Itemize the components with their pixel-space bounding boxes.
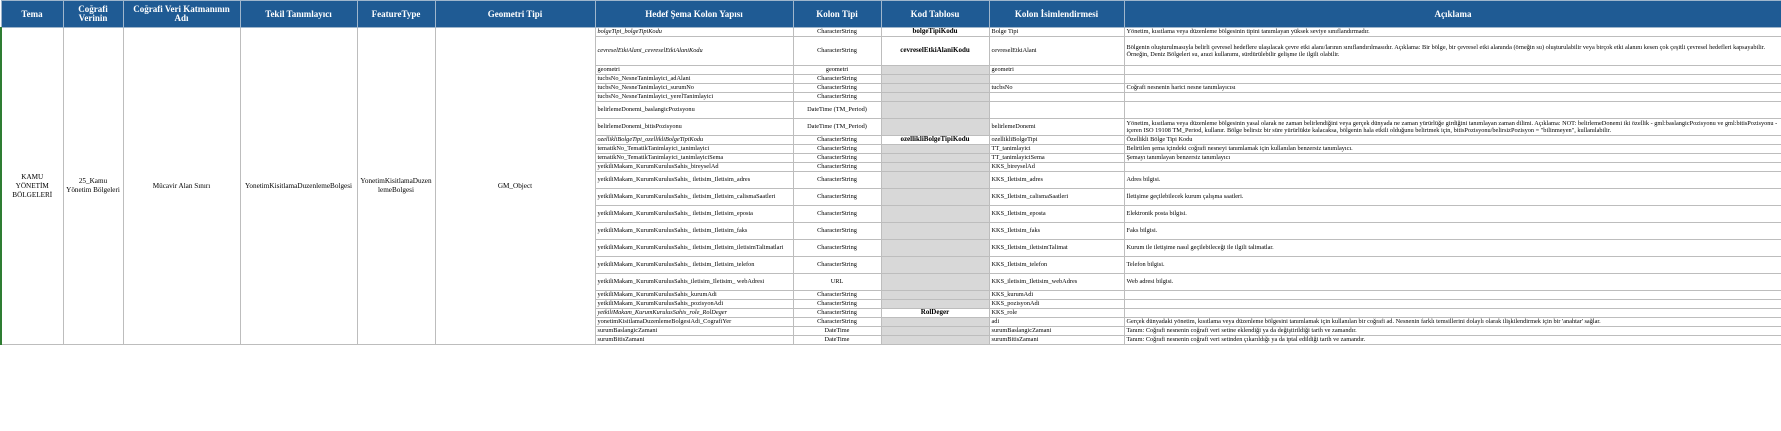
aciklama-cell[interactable]: Belirtilen şema içindeki coğrafi nesneyi tanımlamak için kullanılan benzersiz tanımlayıcı. [1124,145,1781,154]
hedef-cell[interactable]: surumBitisZamani [595,336,793,345]
kod-tablosu-cell[interactable] [881,291,989,300]
hedef-cell[interactable]: tematikNo_TematikTanimlayici_tanimlayici [595,145,793,154]
kod-tablosu-cell[interactable] [881,102,989,119]
kolon-isim-cell[interactable] [989,75,1124,84]
kolon-tipi-cell[interactable]: CharacterString [793,145,881,154]
aciklama-cell[interactable]: Özellikli Bölge Tipi Kodu [1124,136,1781,145]
hedef-cell[interactable]: tucbsNo_NesneTanimlayici_yerelTanimlayici [595,93,793,102]
aciklama-cell[interactable]: Tanım: Coğrafi nesnenin coğrafi veri setinden çıkarıldığı ya da iptal edildiği tarih ve zamandır. [1124,336,1781,345]
kod-tablosu-cell[interactable] [881,223,989,240]
kod-tablosu-cell[interactable] [881,336,989,345]
kolon-tipi-cell[interactable]: CharacterString [793,300,881,309]
kolon-tipi-cell[interactable]: CharacterString [793,309,881,318]
kod-tablosu-cell[interactable] [881,145,989,154]
hedef-cell[interactable]: cevreselEtkiAlani_cevreselEtkiAlaniKodu [595,37,793,66]
hedef-cell[interactable]: yetkiliMakam_KurumKurulusSahis_ iletisim_Iletisim_eposta [595,206,793,223]
hedef-cell[interactable]: yetkiliMakam_KurumKurulusSahis_iletisim_Iletisim_ webAdresi [595,274,793,291]
kolon-isim-cell[interactable]: ozellikliBolgeTipi [989,136,1124,145]
hedef-cell[interactable]: belirlemeDonemi_baslangicPozisyonu [595,102,793,119]
kolon-tipi-cell[interactable]: geometri [793,66,881,75]
aciklama-cell[interactable] [1124,300,1781,309]
kod-tablosu-cell[interactable] [881,318,989,327]
hedef-cell[interactable]: ozellikliBolgeTipi_ozellikliBolgeTipiKodu [595,136,793,145]
aciklama-cell[interactable] [1124,163,1781,172]
kod-tablosu-cell[interactable] [881,206,989,223]
kod-tablosu-cell[interactable]: bolgeTipiKodu [881,28,989,37]
kod-tablosu-cell[interactable] [881,163,989,172]
kolon-tipi-cell[interactable]: DateTime (TM_Period) [793,119,881,136]
kod-tablosu-cell[interactable] [881,327,989,336]
header-kolon-isim[interactable]: Kolon İsimlendirmesi [989,1,1124,28]
kolon-isim-cell[interactable]: surumBaslangicZamani [989,327,1124,336]
header-cografi-veri[interactable]: Coğrafi Verinin [63,1,123,28]
table-body [1,28,1781,345]
kolon-isim-cell[interactable]: surumBitisZamani [989,336,1124,345]
featuretype-cell[interactable]: YonetimKisitlamaDuzenlemeBolgesi [357,28,435,345]
tema-cell[interactable]: KAMU YÖNETİM BÖLGELERİ [1,28,63,345]
hedef-cell[interactable]: geometri [595,66,793,75]
kod-tablosu-cell[interactable]: ozellikliBolgeTipiKodu [881,136,989,145]
aciklama-cell[interactable]: Yönetim, kısıtlama veya düzenleme bölgesinin tipini tanımlayan yüksek seviye sınıflandırmadır. [1124,28,1781,37]
kolon-tipi-cell[interactable]: DateTime (TM_Period) [793,102,881,119]
kolon-isim-cell[interactable]: KKS_Iletisim_iletisimTalimat [989,240,1124,257]
table-row [1,28,1781,37]
kolon-tipi-cell[interactable]: CharacterString [793,240,881,257]
kolon-tipi-cell[interactable]: CharacterString [793,37,881,66]
hedef-cell[interactable]: tucbsNo_NesneTanimlayici_surumNo [595,84,793,93]
kolon-isim-cell[interactable]: belirlemeDonemi [989,119,1124,136]
geometri-cell[interactable]: GM_Object [435,28,595,345]
tekil-cell[interactable]: YonetimKisitlamaDuzenlemeBolgesi [240,28,357,345]
header-tekil[interactable]: Tekil Tanımlayıcı [240,1,357,28]
kod-tablosu-cell[interactable] [881,66,989,75]
kolon-isim-cell[interactable]: KKS_pozisyonAdi [989,300,1124,309]
kolon-isim-cell[interactable] [989,93,1124,102]
kolon-tipi-cell[interactable]: CharacterString [793,291,881,300]
kod-tablosu-cell[interactable] [881,189,989,206]
kolon-tipi-cell[interactable]: CharacterString [793,189,881,206]
kod-tablosu-cell[interactable] [881,172,989,189]
header-kod-tablosu[interactable]: Kod Tablosu [881,1,989,28]
kolon-tipi-cell[interactable]: CharacterString [793,163,881,172]
kolon-tipi-cell[interactable]: CharacterString [793,206,881,223]
hedef-cell[interactable]: yetkiliMakam_KurumKurulusSahis_ iletisim_Iletisim_faks [595,223,793,240]
kolon-tipi-cell[interactable]: CharacterString [793,93,881,102]
header-hedef[interactable]: Hedef Şema Kolon Yapısı [595,1,793,28]
kolon-isim-cell[interactable]: KKS_Iletisim_calismaSaatleri [989,189,1124,206]
header-tema[interactable]: Tema [1,1,63,28]
hedef-cell[interactable]: yonetimKisitlamaDuzenlemeBolgesiAdi_CografiYer [595,318,793,327]
kolon-isim-cell[interactable]: KKS_Iletisim_faks [989,223,1124,240]
kod-tablosu-cell[interactable] [881,274,989,291]
aciklama-cell[interactable] [1124,93,1781,102]
kolon-tipi-cell[interactable]: CharacterString [793,84,881,93]
header-featuretype[interactable]: FeatureType [357,1,435,28]
kod-tablosu-cell[interactable] [881,257,989,274]
kolon-isim-cell[interactable]: cevreselEtkiAlani [989,37,1124,66]
cografi-veri-cell[interactable]: 25_Kamu Yönetim Bölgeleri [63,28,123,345]
aciklama-cell[interactable]: Bölgenin oluşturulmasıyla belirli çevresel hedeflere ulaşılacak çevre etki alanı/larının sınıflandırılmasıdır. Açıklama: Bir bölge, bir çevresel etki alanında (örneğin su) oluşturulabilir veya birçok etki alanını kesen çok çeşitli çevresel hedefleri kapsayabilir. Örneğin, Deniz Bölgeleri su, arazi kullanımı, sürdürülebilir gelişme ile ilgili olabilir. [1124,37,1781,66]
kod-tablosu-cell[interactable] [881,240,989,257]
kolon-isim-cell[interactable]: adi [989,318,1124,327]
aciklama-cell[interactable]: Faks bilgisi. [1124,223,1781,240]
kolon-tipi-cell[interactable]: CharacterString [793,154,881,163]
hedef-cell[interactable]: yetkiliMakam_KurumKurulusSahis_role_RolDeger [595,309,793,318]
kolon-isim-cell[interactable]: KKS_Iletisim_adres [989,172,1124,189]
kod-tablosu-cell[interactable]: cevreselEtkiAlaniKodu [881,37,989,66]
kolon-tipi-cell[interactable]: DateTime [793,327,881,336]
hedef-cell[interactable]: yetkiliMakam_KurumKurulusSahis_ iletisim_Iletisim_calismaSaatleri [595,189,793,206]
kod-tablosu-cell[interactable] [881,119,989,136]
kod-tablosu-cell[interactable] [881,84,989,93]
hedef-cell[interactable]: belirlemeDonemi_bitisPozisyonu [595,119,793,136]
aciklama-cell[interactable]: Şemayı tanımlayan benzersiz tanımlayıcı [1124,154,1781,163]
header-katman[interactable]: Coğrafi Veri Katmanının Adı [123,1,240,28]
kolon-isim-cell[interactable]: TT_tanimlayiciSema [989,154,1124,163]
kolon-isim-cell[interactable]: KKS_kurumAdi [989,291,1124,300]
kolon-tipi-cell[interactable]: CharacterString [793,318,881,327]
kolon-isim-cell[interactable]: KKS_role [989,309,1124,318]
aciklama-cell[interactable]: Web adresi bilgisi. [1124,274,1781,291]
kolon-tipi-cell[interactable]: CharacterString [793,172,881,189]
kod-tablosu-cell[interactable] [881,93,989,102]
aciklama-cell[interactable]: Adres bilgisi. [1124,172,1781,189]
kolon-tipi-cell[interactable]: CharacterString [793,223,881,240]
kolon-tipi-cell[interactable]: CharacterString [793,28,881,37]
hedef-cell[interactable]: yetkiliMakam_KurumKurulusSahis_ iletisim_Iletisim_adres [595,172,793,189]
kolon-tipi-cell[interactable]: DateTime [793,336,881,345]
aciklama-cell[interactable] [1124,66,1781,75]
header-row [1,1,1781,28]
aciklama-cell[interactable] [1124,75,1781,84]
kod-tablosu-cell[interactable]: RolDeger [881,309,989,318]
aciklama-cell[interactable]: Telefon bilgisi. [1124,257,1781,274]
aciklama-cell[interactable]: Gerçek dünyadaki yönetim, kısıtlama veya düzenleme bölgesini tanımlamak için kullanılan bir coğrafi ad. Nesnenin farklı temsillerini dolaylı olarak ilişkilendirmek için bir 'anahtar' sağlar. [1124,318,1781,327]
kolon-isim-cell[interactable]: KKS_Iletisim_telefon [989,257,1124,274]
aciklama-cell[interactable] [1124,309,1781,318]
hedef-cell[interactable]: bolgeTipi_bolgeTipiKodu [595,28,793,37]
kod-tablosu-cell[interactable] [881,154,989,163]
aciklama-cell[interactable]: Kurum ile iletişime nasıl geçilebileceği ile ilgili talimatlar. [1124,240,1781,257]
aciklama-cell[interactable]: Elektronik posta bilgisi. [1124,206,1781,223]
kolon-tipi-cell[interactable]: CharacterString [793,257,881,274]
kod-tablosu-cell[interactable] [881,300,989,309]
kolon-isim-cell[interactable]: tucbsNo [989,84,1124,93]
aciklama-cell[interactable]: İletişime geçilebilecek kurum çalışma saatleri. [1124,189,1781,206]
hedef-cell[interactable]: yetkiliMakam_KurumKurulusSahis_pozisyonAdi [595,300,793,309]
header-aciklama[interactable]: Açıklama [1124,1,1781,28]
aciklama-cell[interactable]: Yönetim, kısıtlama veya düzenleme bölgesinin yasal olarak ne zaman belirlendiğini veya gerçek dünyada ne zaman yürürlüğe girdiğini tanımlayan zaman dilimi. Açıklama: NOT: belirlemeDonemi iki özellik - gml:baslangicPozisyonu ve gml:bitisPozisyonu - içeren ISO 19108 TM_Period, kullanır. Bölge belirsiz bir süre yürürlükte kalacaksa, bölgenin hala etkili olduğunu belirtmek için, bitisPozisyonu/belirsizPozisyon = "bilinmeyen", kullanılabilir. [1124,119,1781,136]
hedef-cell[interactable]: yetkiliMakam_KurumKurulusSahis_ iletisim_Iletisim_telefon [595,257,793,274]
kod-tablosu-cell[interactable] [881,75,989,84]
aciklama-cell[interactable]: Tanım: Coğrafi nesnenin coğrafi veri setine eklendiği ya da değiştirildiği tarih ve zamandır. [1124,327,1781,336]
hedef-cell[interactable]: surumBaslangicZamani [595,327,793,336]
kolon-tipi-cell[interactable]: CharacterString [793,75,881,84]
hedef-cell[interactable]: tematikNo_TematikTanimlayici_tanimlayiciSema [595,154,793,163]
kolon-tipi-cell[interactable]: CharacterString [793,136,881,145]
header-geometri[interactable]: Geometri Tipi [435,1,595,28]
hedef-cell[interactable]: yetkiliMakam_KurumKurulusSahis_kurumAdi [595,291,793,300]
hedef-cell[interactable]: tucbsNo_NesneTanimlayici_adAlani [595,75,793,84]
aciklama-cell[interactable] [1124,102,1781,119]
katman-cell[interactable]: Mücavir Alan Sınırı [123,28,240,345]
header-kolon-tipi[interactable]: Kolon Tipi [793,1,881,28]
kolon-tipi-cell[interactable]: URL [793,274,881,291]
hedef-cell[interactable]: yetkiliMakam_KurumKurulusSahis_bireyselAd [595,163,793,172]
kolon-isim-cell[interactable]: TT_tanimlayici [989,145,1124,154]
kolon-isim-cell[interactable]: KKS_iletisim_Iletisim_webAdres [989,274,1124,291]
kolon-isim-cell[interactable]: geometri [989,66,1124,75]
kolon-isim-cell[interactable]: KKS_Iletisim_eposta [989,206,1124,223]
kolon-isim-cell[interactable] [989,102,1124,119]
aciklama-cell[interactable] [1124,291,1781,300]
kolon-isim-cell[interactable]: Bolge Tipi [989,28,1124,37]
hedef-cell[interactable]: yetkiliMakam_KurumKurulusSahis_ iletisim_Iletisim_iletisimTalimatlari [595,240,793,257]
kolon-isim-cell[interactable]: KKS_bireyselAd [989,163,1124,172]
aciklama-cell[interactable]: Coğrafi nesnenin harici nesne tanımlayıcısı [1124,84,1781,93]
